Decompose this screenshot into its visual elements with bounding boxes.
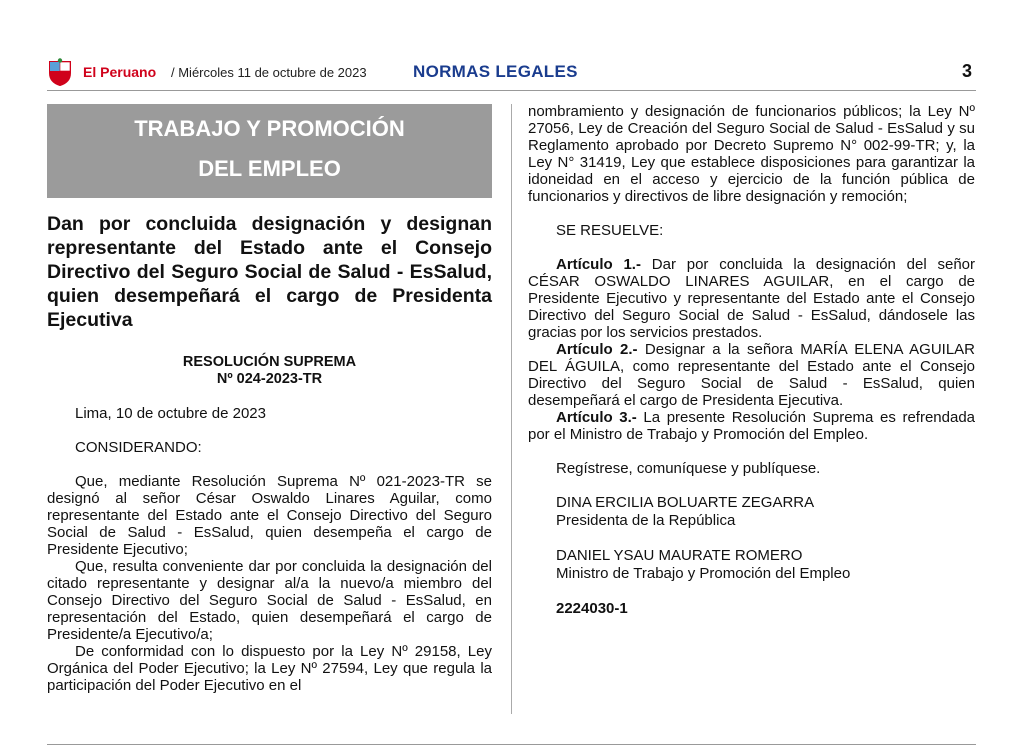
page-number: 3 [961, 61, 972, 81]
considerando-paragraph-3: De conformidad con lo dispuesto por la Ley Nº 29158, Ley Orgánica del Poder Ejecutivo; la Ley Nº 27594, Ley que regula la participación del Poder Ejecutivo en el [47, 643, 492, 694]
considerando-paragraph-1: Que, mediante Resolución Suprema Nº 021-2023-TR se designó al señor César Oswaldo Linares Aguilar, como representante del Estado ante el Consejo Directivo del Seguro Social de Salud - EsSalud, quien desempeña el cargo de Presidente Ejecutivo; [47, 473, 492, 558]
header-divider [47, 90, 976, 91]
resolution-number: Nº 024-2023-TR [216, 371, 323, 387]
issue-date: / Miércoles 11 de octubre de 2023 [171, 65, 367, 80]
article-3 [528, 409, 975, 443]
article-3-label: Artículo 3.- [556, 409, 637, 426]
article-title: Dan por concluida designación y designan representante del Estado ante el Consejo Directivo del Seguro Social de Salud - EsSalud, quien desempeñará el cargo de Presidenta Ejecutiva [47, 213, 492, 331]
article-2-text: Designar a la señora MARÍA ELENA AGUILAR DEL ÁGUILA, como representante del Estado ante el Consejo Directivo del Seguro Social de Salud - EsSalud, quien desempeñará el cargo de Presidenta Ejecutiva. [528, 341, 975, 409]
article-1-text: Dar por concluida la designación del señor CÉSAR OSWALDO LINARES AGUILAR, en el cargo de Presidente Ejecutivo y representante del Estado ante el Consejo Directivo del Seguro Social de Salud - EsSalud, dándosele las gracias por los servicios prestados. [528, 256, 975, 341]
article-2 [528, 341, 975, 409]
article-1-label: Artículo 1.- [556, 256, 641, 273]
signatory-2 [528, 547, 975, 583]
coat-of-arms-icon [47, 58, 73, 86]
ministry-banner [47, 104, 492, 198]
footer-divider [47, 744, 976, 745]
banner-line-1: TRABAJO Y PROMOCIÓN [134, 116, 405, 141]
page-header [47, 56, 976, 92]
signatory-2-name: DANIEL YSAU MAURATE ROMERO [556, 547, 803, 564]
article-1 [528, 256, 975, 341]
signatory-2-role: Ministro de Trabajo y Promoción del Empleo [556, 565, 851, 582]
article-2-label: Artículo 2.- [556, 341, 638, 358]
closing-formula: Regístrese, comuníquese y publíquese. [556, 460, 821, 477]
se-resuelve-heading: SE RESUELVE: [556, 222, 664, 239]
considerando-paragraph-2: Que, resulta conveniente dar por concluida la designación del citado representante y designar al/a la nuevo/a miembro del Consejo Directivo del Seguro Social de Salud - EsSalud, en representación del Estado, quien desempeñará el cargo de Presidente/a Ejecutivo/a; [47, 558, 492, 643]
article-3-text: La presente Resolución Suprema es refrendada por el Ministro de Trabajo y Promoción del Empleo. [528, 409, 976, 443]
resolution-type: RESOLUCIÓN SUPREMA [182, 354, 357, 370]
continuation-paragraph: nombramiento y designación de funcionarios públicos; la Ley Nº 27056, Ley de Creación del Seguro Social de Salud - EsSalud y su Reglamento aprobado por Decreto Supremo N° 002-99-TR; y, la Ley N° 31419, Ley que establece disposiciones para garantizar la idoneidad en el acceso y ejercicio de la función pública de funcionarios y directivos de libre designación y remoción; [528, 103, 975, 205]
place-date: Lima, 10 de octubre de 2023 [75, 405, 266, 422]
document-code: 2224030-1 [556, 600, 628, 617]
banner-line-2: DEL EMPLEO [198, 156, 341, 181]
considerando-heading: CONSIDERANDO: [75, 439, 202, 456]
signatory-1-role: Presidenta de la República [556, 512, 736, 529]
right-column [528, 103, 975, 617]
column-divider [511, 104, 512, 714]
signatory-1 [528, 494, 975, 530]
left-column [47, 104, 492, 694]
brand-name: El Peruano [83, 64, 157, 80]
resolution-heading [47, 354, 492, 388]
signatory-1-name: DINA ERCILIA BOLUARTE ZEGARRA [556, 494, 815, 511]
section-title: NORMAS LEGALES [413, 62, 578, 81]
